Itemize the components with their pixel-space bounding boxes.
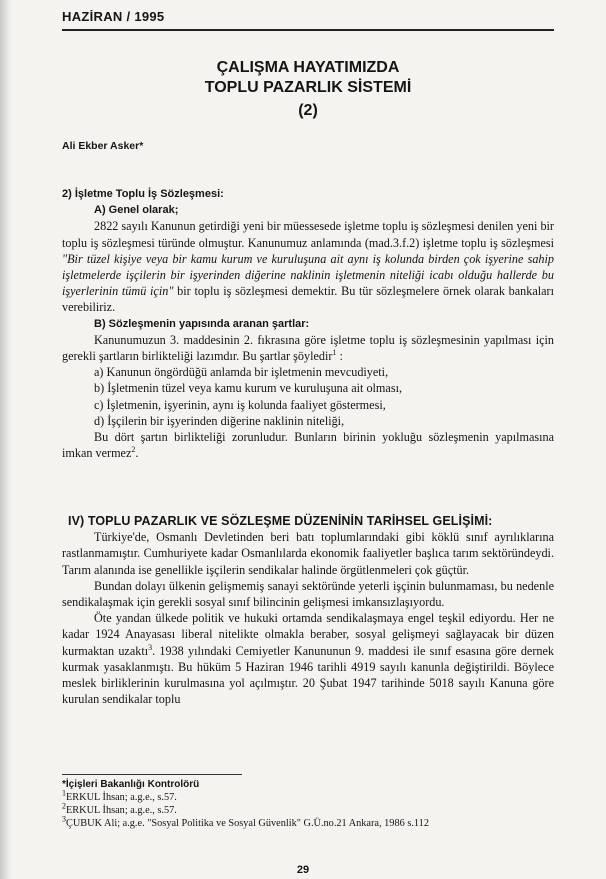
article-title-line2: TOPLU PAZARLIK SİSTEMİ [204, 79, 412, 96]
list-item: b) İşletmenin tüzel veya kamu kurum ve kuruluşuna ait olması, [94, 381, 402, 396]
section-2-block [62, 186, 554, 461]
footnote-1 [62, 788, 554, 804]
header-rule [62, 29, 554, 31]
list-item: a) Kanunun öngördüğü anlamda bir işletmenin mevcudiyeti, [94, 365, 389, 380]
paragraph-text: 2822 sayılı Kanunun getirdiği yeni bir müessesede işletme toplu iş sözleşmesi denilen yeni bir toplu iş sözleşmesi türünde olmuştur. Kanunumuz anlamında (mad.3.f.2) işletme toplu iş sözleşmesi [62, 219, 554, 250]
section-heading: 2) İşletme Toplu İş Sözleşmesi: [62, 188, 224, 200]
footnote-text: ÇUBUK Ali; a.g.e. "Sosyal Politika ve Sosyal Güvenlik" G.Ü.no.21 Ankara, 1986 s.112 [66, 818, 429, 829]
paragraph-text: Bu dört şartın birlikteliği zorunludur. Bunların birinin yokluğu sözleşmenin yapılmasına imkan vermez [62, 430, 554, 461]
paragraph: Bundan dolayı ülkenin gelişmemiş sanayi sektöründe yeterli işçinin bulunmaması, bu nedenle sendikalaşmak için gerekli sosyal sınıf bilincinin gelişmesi imkansızlaşıyordu. [62, 578, 554, 610]
paragraph-text: bir toplu iş sözleşmesi demektir. Bu tür sözleşmelere örnek olarak bankaları verebiliriz. [62, 284, 554, 315]
subsection-heading-b: B) Sözleşmenin yapısında aranan şartlar: [94, 317, 310, 330]
footnote-rule [62, 774, 242, 775]
paragraph-closing [62, 429, 554, 461]
paragraph: Türkiye'de, Osmanlı Devletinden beri batı toplumlarındaki gibi köklü sınıf ayrılıklarına rastlanmamıştır. Cumhuriyete kadar Osmanlılarda ekonomik faaliyetler başlıca tarım sektöründeydi. Tarım alanında ise genellikle işçilerin sendikalar halinde örgütlenmeleri çok güçtür. [62, 530, 554, 577]
scan-edge-shadow [0, 0, 12, 879]
section-4-block [62, 513, 554, 707]
footnote-3 [62, 814, 554, 830]
paragraph-text: : [336, 349, 343, 364]
paragraph-text: Kanunumuzun 3. maddesinin 2. fıkrasına göre işletme toplu iş sözleşmesinin yapılması için gerekli şartların birlikteliği lazımdır. Bu şartlar şöyledir [62, 332, 554, 364]
paragraph-text: . 1938 yılındaki Cemiyetler Kanununun 9. maddesi ile sınıf esasına göre dernek kurmak yasaklanmıştı. Bu hüküm 5 Haziran 1946 tarihli 4919 sayılı kanunla değiştirildi. Böylece meslek birliklerinin kurulmasına yol açılmıştır. 20 Şubat 1947 tarihinde 5018 sayılı Kanuna göre kurulan sendikalar toplu [62, 643, 554, 707]
subsection-heading-a: A) Genel olarak; [94, 204, 179, 217]
list-item: c) İşletmenin, işyerinin, aynı iş kolunda faaliyet göstermesi, [94, 397, 386, 412]
footnote-marker: 3 [62, 814, 66, 824]
section-heading: IV) TOPLU PAZARLIK VE SÖZLEŞME DÜZENİNİN TARİHSEL GELİŞİMİ: [68, 514, 493, 528]
footnote-2 [62, 801, 554, 817]
footnote-ref-2: 2 [131, 445, 136, 455]
footnote-text: ERKUL İhsan; a.g.e., s.57. [66, 805, 177, 816]
paragraph-text: . [135, 446, 139, 461]
article-part-number: (2) [298, 102, 318, 119]
footnotes [62, 778, 554, 830]
footnote-marker: 2 [62, 801, 66, 811]
author-name: Ali Ekber Asker* [62, 140, 144, 152]
definition-quote: "Bir tüzel kişiye veya bir kamu kurum ve kuruluşuna ait aynı iş kolunda birden çok işyerine sahip işletmelerde işçilerin bir işyerinden diğerine naklinin işletmenin niteliği icabı olduğu hallerde bu işyerlerinin tümü için" [62, 251, 554, 299]
running-header: HAZİRAN / 1995 [62, 9, 165, 24]
paragraph [62, 610, 554, 707]
footnote-text: ERKUL İhsan; a.g.e., s.57. [66, 792, 177, 803]
footnote-marker: 1 [62, 788, 66, 798]
page-number: 29 [296, 864, 310, 876]
paragraph-conditions [62, 332, 554, 364]
list-item: d) İşçilerin bir işyerinden diğerine naklinin niteliği, [94, 413, 345, 428]
article-title-line1: ÇALIŞMA HAYATIMIZDA [216, 59, 400, 76]
footnote-ref-3: 3 [148, 642, 153, 652]
footnote-ref-1: 1 [332, 347, 337, 357]
paragraph-general [62, 218, 554, 315]
author-affiliation: *İçişleri Bakanlığı Kontrolörü [62, 779, 200, 790]
paragraph-text: Öte yandan ülkede politik ve hukuki ortamda sendikalaşmaya engel teşkil ediyordu. Her ne kadar 1924 Anayasası liberal nitelikte olmakla beraber, sosyal gelişmeyi sağlayacak bir düzen kurmaktan uzaktı [62, 611, 554, 658]
